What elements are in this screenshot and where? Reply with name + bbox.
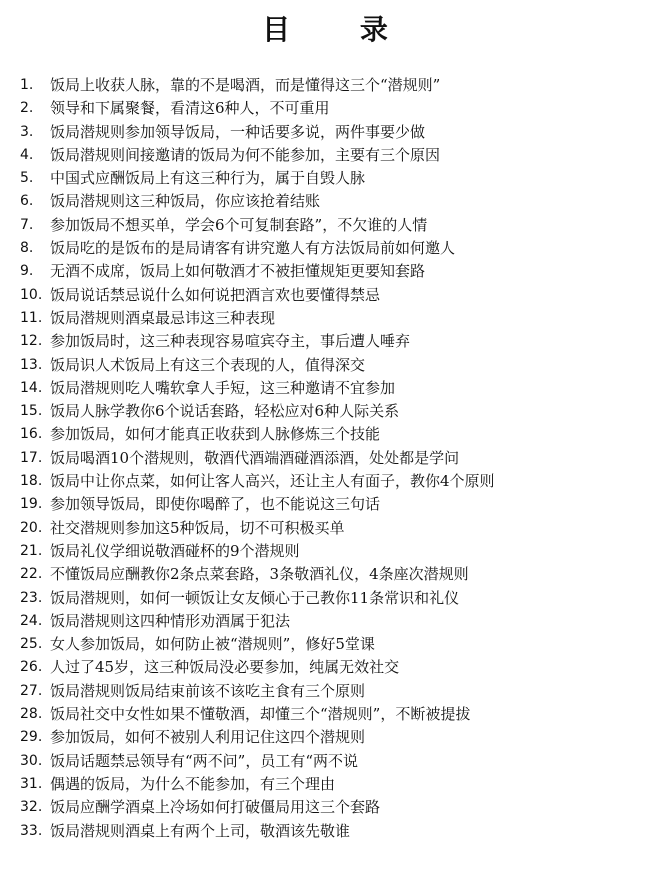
toc-entry xyxy=(20,377,645,400)
toc-entry xyxy=(20,144,645,167)
toc-entry-text: 无酒不成席，饭局上如何敬酒才不被拒懂规矩更要知套路 xyxy=(50,262,426,281)
toc-entry-number: 11. xyxy=(20,309,43,326)
toc-entry xyxy=(20,307,645,330)
toc-entry xyxy=(20,284,645,307)
toc-entry-number: 13. xyxy=(20,356,43,373)
toc-entry-number: 8. xyxy=(20,240,34,257)
toc-entry-number: 33. xyxy=(20,822,43,839)
toc-entry-text: 饭局潜规则酒桌最忌讳这三种表现 xyxy=(50,308,276,327)
toc-entry-text: 参加饭局时，这三种表现容易喧宾夺主，事后遭人唾弃 xyxy=(50,332,411,351)
toc-entry xyxy=(20,447,645,470)
toc-entry-text: 偶遇的饭局，为什么不能参加，有三个理由 xyxy=(50,774,336,793)
toc-entry xyxy=(20,470,645,493)
toc-entry-text: 饭局潜规则酒桌上有两个上司，敬酒该先敬谁 xyxy=(50,821,351,840)
toc-entry-number: 19. xyxy=(20,496,43,513)
toc-entry-text: 饭局吃的是饭布的是局请客有讲究邀人有方法饭局前如何邀人 xyxy=(50,239,456,258)
toc-entry xyxy=(20,74,645,97)
toc-entry-number: 7. xyxy=(20,216,34,233)
toc-entry xyxy=(20,517,645,540)
toc-entry-text: 中国式应酬饭局上有这三种行为，属于自毁人脉 xyxy=(50,169,366,188)
toc-entry-text: 饭局潜规则这三种饭局，你应该抢着结账 xyxy=(50,192,321,211)
table-of-contents xyxy=(20,74,645,843)
toc-entry xyxy=(20,563,645,586)
toc-entry-number: 27. xyxy=(20,682,43,699)
toc-entry-number: 15. xyxy=(20,403,43,420)
toc-entry-text: 饭局社交中女性如果不懂敬酒，却懂三个“潜规则”，不断被提拔 xyxy=(50,705,471,724)
toc-entry-number: 31. xyxy=(20,775,43,792)
toc-entry xyxy=(20,97,645,120)
toc-entry-number: 22. xyxy=(20,566,43,583)
toc-entry-number: 29. xyxy=(20,729,43,746)
toc-entry-number: 16. xyxy=(20,426,43,443)
toc-entry-number: 4. xyxy=(20,146,34,163)
toc-entry xyxy=(20,656,645,679)
toc-entry-text: 饭局应酬学酒桌上冷场如何打破僵局用这三个套路 xyxy=(50,798,381,817)
toc-entry-number: 1. xyxy=(20,77,34,93)
toc-entry-number: 17. xyxy=(20,449,43,466)
toc-entry-text: 不懂饭局应酬教你2条点菜套路，3条敬酒礼仪，4条座次潜规则 xyxy=(50,565,469,584)
toc-entry-text: 参加饭局，如何不被别人利用记住这四个潜规则 xyxy=(50,728,366,747)
toc-entry-text: 饭局潜规则饭局结束前该不该吃主食有三个原则 xyxy=(50,681,366,700)
toc-entry-text: 饭局礼仪学细说敬酒碰杯的9个潜规则 xyxy=(50,541,300,560)
toc-entry-text: 饭局潜规则这四种情形劝酒属于犯法 xyxy=(50,611,291,630)
toc-entry xyxy=(20,796,645,819)
toc-entry xyxy=(20,121,645,144)
toc-entry-number: 24. xyxy=(20,612,43,629)
toc-entry-text: 饭局潜规则，如何一顿饭让女友倾心于己教你11条常识和礼仪 xyxy=(50,588,460,607)
toc-entry-number: 23. xyxy=(20,589,43,606)
toc-entry-text: 饭局识人术饭局上有这三个表现的人，值得深交 xyxy=(50,355,366,374)
toc-entry-text: 饭局潜规则间接邀请的饭局为何不能参加，主要有三个原因 xyxy=(50,145,441,164)
toc-entry-text: 饭局潜规则吃人嘴软拿人手短，这三种邀请不宜参加 xyxy=(50,378,396,397)
toc-entry xyxy=(20,237,645,260)
toc-entry xyxy=(20,354,645,377)
toc-entry-text: 饭局潜规则参加领导饭局，一种话要多说，两件事要少做 xyxy=(50,122,426,141)
toc-entry-number: 25. xyxy=(20,636,43,653)
toc-entry-number: 28. xyxy=(20,706,43,723)
toc-entry-text: 社交潜规则参加这5种饭局，切不可积极买单 xyxy=(50,518,345,537)
toc-entry xyxy=(20,493,645,516)
toc-entry xyxy=(20,750,645,773)
toc-entry xyxy=(20,260,645,283)
toc-entry xyxy=(20,214,645,237)
toc-entry-number: 5. xyxy=(20,170,34,187)
toc-entry xyxy=(20,633,645,656)
toc-entry xyxy=(20,820,645,843)
toc-entry xyxy=(20,610,645,633)
toc-entry-number: 12. xyxy=(20,333,43,350)
toc-entry xyxy=(20,330,645,353)
page-title: 目 录 xyxy=(262,13,418,46)
toc-entry-number: 32. xyxy=(20,799,43,816)
toc-entry-number: 18. xyxy=(20,473,43,490)
toc-entry-text: 参加饭局不想买单，学会6个可复制套路”，不欠谁的人情 xyxy=(50,215,428,234)
toc-entry xyxy=(20,703,645,726)
toc-entry-text: 饭局说话禁忌说什么如何说把酒言欢也要懂得禁忌 xyxy=(50,285,381,304)
toc-entry xyxy=(20,167,645,190)
toc-entry-number: 20. xyxy=(20,519,43,536)
toc-entry-text: 饭局中让你点菜，如何让客人高兴，还让主人有面子，教你4个原则 xyxy=(50,472,495,491)
toc-entry xyxy=(20,587,645,610)
toc-entry xyxy=(20,423,645,446)
toc-entry xyxy=(20,190,645,213)
toc-entry-text: 饭局人脉学教你6个说话套路，轻松应对6种人际关系 xyxy=(50,402,400,421)
toc-entry-text: 参加领导饭局，即使你喝醉了，也不能说这三句话 xyxy=(50,495,381,514)
toc-entry-number: 2. xyxy=(20,100,34,117)
toc-entry-number: 30. xyxy=(20,752,43,769)
toc-entry xyxy=(20,680,645,703)
toc-entry-text: 领导和下属聚餐，看清这6种人，不可重用 xyxy=(50,99,330,118)
toc-entry-text: 参加饭局，如何才能真正收获到人脉修炼三个技能 xyxy=(50,425,381,444)
toc-entry-number: 14. xyxy=(20,379,43,396)
toc-entry-number: 9. xyxy=(20,263,34,280)
toc-entry-number: 3. xyxy=(20,123,34,140)
toc-entry-text: 饭局喝酒10个潜规则，敬酒代酒端酒碰酒添酒，处处都是学问 xyxy=(50,448,460,467)
toc-entry xyxy=(20,773,645,796)
toc-entry xyxy=(20,726,645,749)
toc-entry-text: 女人参加饭局，如何防止被“潜规则”，修好5堂课 xyxy=(50,635,375,654)
toc-entry-text: 人过了45岁，这三种饭局没必要参加，纯属无效社交 xyxy=(50,658,400,677)
toc-entry-number: 26. xyxy=(20,659,43,676)
toc-entry-number: 21. xyxy=(20,542,43,559)
toc-entry-number: 10. xyxy=(20,286,43,303)
toc-entry-number: 6. xyxy=(20,193,34,210)
toc-entry-text: 饭局上收获人脉，靠的不是喝酒，而是懂得这三个“潜规则” xyxy=(50,76,441,94)
toc-entry-text: 饭局话题禁忌领导有“两不问”，员工有“两不说 xyxy=(50,751,359,770)
toc-entry xyxy=(20,400,645,423)
toc-entry xyxy=(20,540,645,563)
